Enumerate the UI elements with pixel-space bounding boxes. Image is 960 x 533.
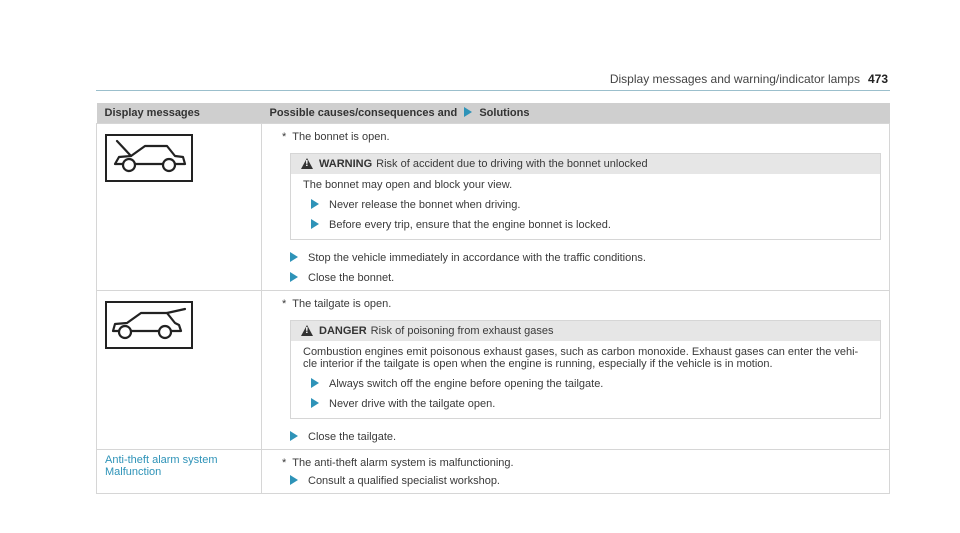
warning-triangle-icon	[301, 325, 313, 336]
display-message-text: Anti-theft alarm system	[105, 454, 218, 466]
solution-step: Stop the vehicle immediately in accordance with the traffic conditions.	[290, 252, 881, 264]
danger-step: Always switch off the engine before opening the tailgate.	[311, 378, 868, 390]
solution-arrow-icon	[464, 107, 472, 117]
cause-text: * The tailgate is open.	[282, 298, 392, 310]
bonnet-open-car-icon	[105, 134, 193, 182]
header-title: Display messages and warning/indicator lamps	[609, 72, 860, 86]
col-header-solutions: Solutions	[479, 107, 530, 119]
col-header-display-messages: Display messages	[97, 103, 262, 124]
step-arrow-icon	[290, 431, 298, 441]
step-arrow-icon	[290, 475, 298, 485]
danger-title: Risk of poisoning from exhaust gases	[370, 325, 554, 337]
table-row	[97, 450, 890, 494]
danger-body	[291, 341, 880, 418]
solution-step: Close the bonnet.	[290, 272, 881, 284]
danger-header	[291, 321, 880, 341]
header-rule	[96, 90, 890, 91]
solution-step: Close the tailgate.	[290, 431, 881, 443]
danger-signal-word: DANGER	[319, 325, 367, 337]
solution-step: Consult a qualified specialist workshop.	[290, 475, 881, 487]
col-header-causes: Possible causes/consequences and	[269, 107, 458, 119]
table-header-row	[97, 103, 890, 124]
display-message-cell	[97, 450, 262, 494]
cause-text: * The anti-theft alarm system is malfunctioning.	[282, 457, 514, 469]
step-arrow-icon	[311, 398, 319, 408]
danger-step: Never drive with the tailgate open.	[311, 398, 868, 410]
warning-header	[291, 154, 880, 174]
page-header	[610, 72, 888, 86]
col-header-causes-solutions	[262, 103, 890, 124]
page-number: 473	[867, 72, 888, 86]
causes-solutions-cell	[262, 124, 890, 291]
step-arrow-icon	[311, 378, 319, 388]
table-row	[97, 291, 890, 450]
step-arrow-icon	[290, 252, 298, 262]
warning-title: Risk of accident due to driving with the bonnet unlocked	[376, 158, 648, 170]
step-arrow-icon	[311, 219, 319, 229]
table-row	[97, 124, 890, 291]
warning-text: The bonnet may open and block your view.	[303, 179, 513, 191]
causes-solutions-cell	[262, 450, 890, 494]
warning-step: Before every trip, ensure that the engine bonnet is locked.	[311, 219, 868, 231]
display-message-cell	[97, 124, 262, 291]
display-message-text: Malfunction	[105, 466, 162, 478]
warning-body	[291, 174, 880, 239]
tailgate-open-car-icon	[105, 301, 193, 349]
warning-box	[290, 153, 881, 240]
warning-signal-word: WARNING	[319, 158, 373, 170]
cause-text: * The bonnet is open.	[282, 131, 390, 143]
danger-text-line: Combustion engines emit poisonous exhaust gases, such as carbon monoxide. Exhaust gases can enter the vehi-	[303, 346, 859, 358]
warning-step: Never release the bonnet when driving.	[311, 199, 868, 211]
step-arrow-icon	[290, 272, 298, 282]
danger-text-line: cle interior if the tailgate is open when the engine is running, especially if the vehicle is in motion.	[303, 358, 773, 370]
warning-triangle-icon	[301, 158, 313, 169]
step-arrow-icon	[311, 199, 319, 209]
display-messages-table	[96, 103, 890, 494]
causes-solutions-cell	[262, 291, 890, 450]
danger-box	[290, 320, 881, 419]
display-message-cell	[97, 291, 262, 450]
